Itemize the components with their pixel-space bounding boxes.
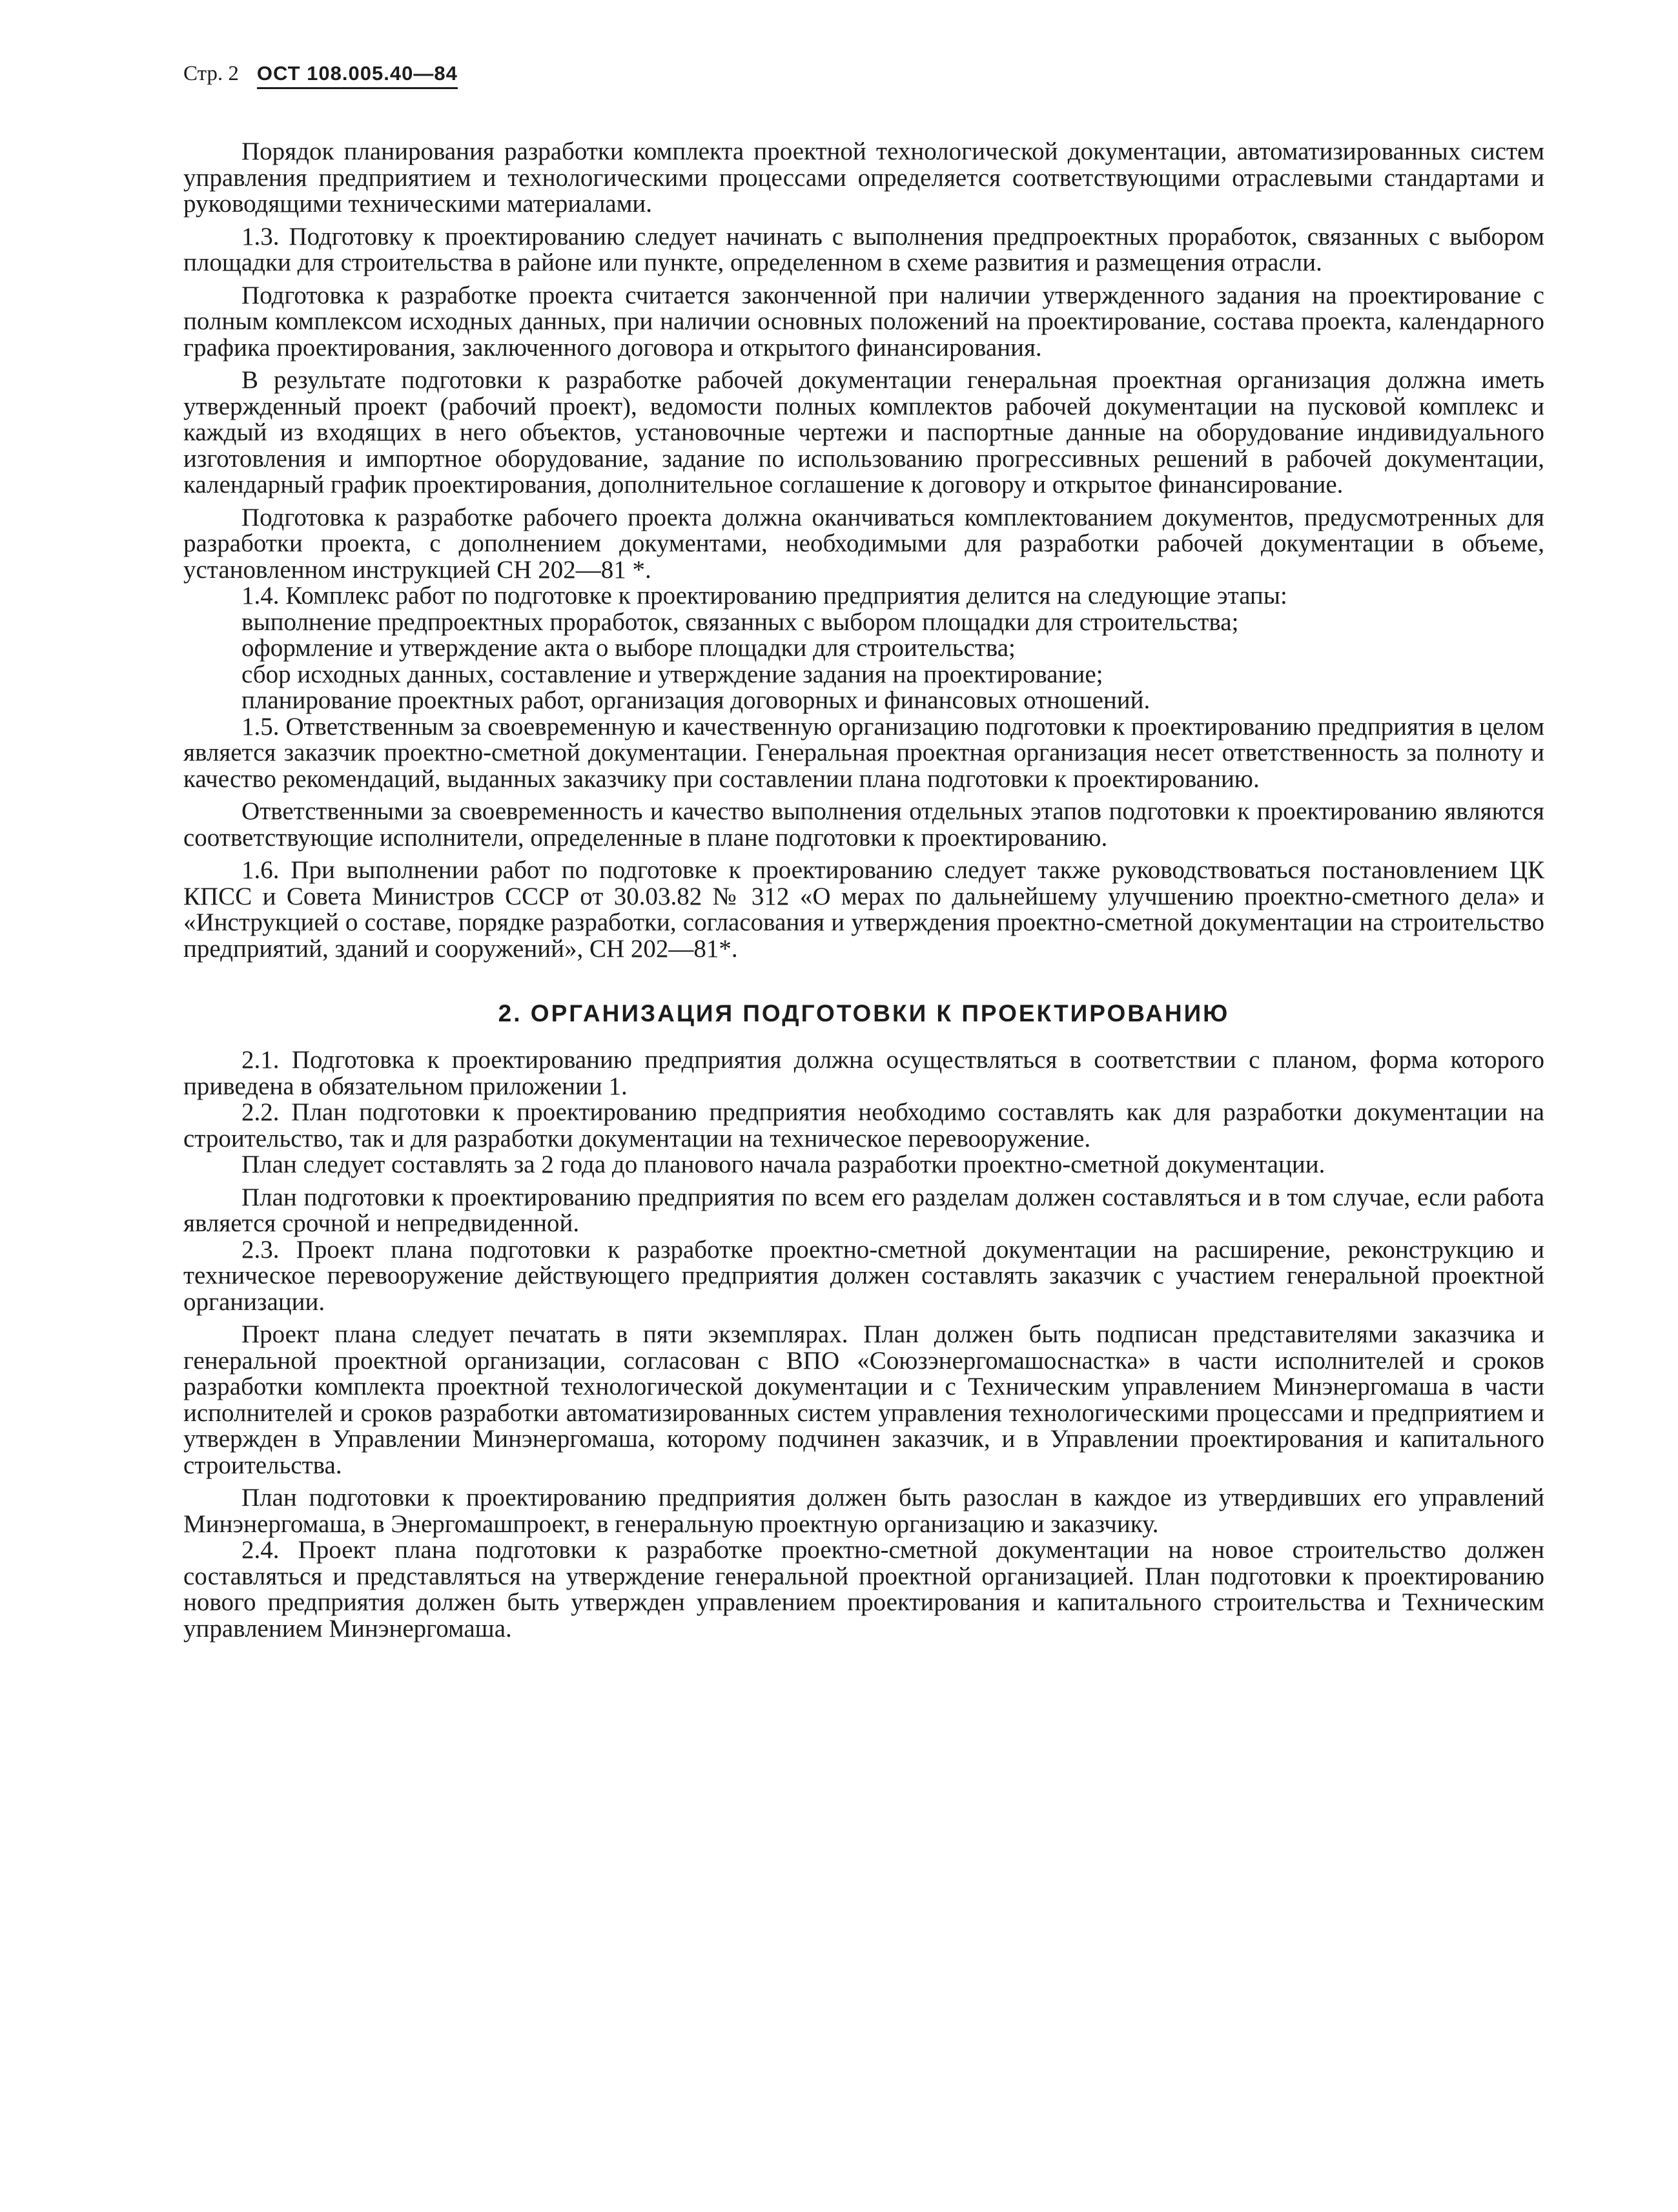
paragraph-2-4: 2.4. Проект плана подготовки к разработке проектно-сметной документации на новое строительство должен составляться и представляться на утверждение генеральной проектной организацией. План подготовки к проектированию нового предприятия должен быть утвержден управлением проектирования и капитального строительства и Техническим управлением Минэнергомаша. xyxy=(183,1536,1544,1643)
page-header xyxy=(183,63,458,89)
document-body xyxy=(183,139,1544,1648)
paragraph-plan-distribution: План подготовки к проектированию предприятия должен быть разослан в каждое из утвердивших его управлений Минэнергомаша, в Энергомашпроект, в генеральную проектную организацию и заказчику. xyxy=(183,1484,1544,1538)
paragraph-2-1: 2.1. Подготовка к проектированию предприятия должна осуществляться в соответствии с планом, форма которого приведена в обязательном приложении 1. xyxy=(183,1046,1544,1100)
paragraph-1-3: 1.3. Подготовку к проектированию следует начинать с выполнения предпроектных проработок, связанных с выбором площадки для строительства в районе или пункте, определенном в схеме развития и размещения отрасли. xyxy=(183,222,1544,276)
paragraph-plan-copies: Проект плана следует печатать в пяти экземплярах. План должен быть подписан представителями заказчика и генеральной проектной организации, согласован с ВПО «Союзэнергомашоснастка» в части исполнителей и сроков разработки комплекта проектной технологической документации и с Техническим управлением Минэнергомаша в части исполнителей и сроков разработки автоматизированных систем управления технологическими процессами и предприятием и утвержден в Управлении Минэнергомаша, которому подчинен заказчик, и в Управлении проектирования и капитального строительства. xyxy=(183,1320,1544,1479)
list-item: сбор исходных данных, составление и утверждение задания на проектирование; xyxy=(241,660,1103,688)
list-item: выполнение предпроектных проработок, связанных с выбором площадки для строительства; xyxy=(241,608,1239,636)
paragraph-urgent-work: План подготовки к проектированию предприятия по всем его разделам должен составляться и в том случае, если работа является срочной и непредвиденной. xyxy=(183,1183,1544,1238)
paragraph-1-6: 1.6. При выполнении работ по подготовке к проектированию следует также руководствоваться постановлением ЦК КПСС и Совета Министров СССР от 30.03.82 № 312 «О мерах по дальнейшему улучшению проектно-сметного дела» и «Инструкцией о составе, порядке разработки, согласования и утверждения проектно-сметной документации на строительство предприятий, зданий и сооружений», СН 202—81*. xyxy=(183,856,1544,963)
page-number: Стр. 2 xyxy=(183,62,239,85)
stages-list xyxy=(183,609,1544,714)
list-item: планирование проектных работ, организация договорных и финансовых отношений. xyxy=(241,686,1151,714)
paragraph-2-2: 2.2. План подготовки к проектированию предприятия необходимо составлять как для разработки документации на строительство, так и для разработки документации на техническое перевооружение. xyxy=(183,1098,1544,1152)
paragraph-1-5: 1.5. Ответственным за своевременную и качественную организацию подготовки к проектированию предприятия в целом является заказчик проектно-сметной документации. Генеральная проектная организация несет ответственность за полноту и качество рекомендаций, выданных заказчику при составлении плана подготовки к проектированию. xyxy=(183,712,1544,793)
standard-code: ОСТ 108.005.40—84 xyxy=(257,63,458,89)
paragraph-planning-order: Порядок планирования разработки комплекта проектной технологической документации, автоматизированных систем управления предприятием и технологическими процессами определяется соответствующими отраслевыми стандартами и руководящими техническими материалами. xyxy=(183,138,1544,218)
section-2-title: 2. ОРГАНИЗАЦИЯ ПОДГОТОВКИ К ПРОЕКТИРОВАНИЮ xyxy=(498,1000,1230,1027)
paragraph-working-project-prep: Подготовка к разработке рабочего проекта должна оканчиваться комплектованием документов, предусмотренных для разработки проекта, с дополнением документами, необходимыми для разработки рабочей документации в объеме, установленном инструкцией СН 202—81 *. xyxy=(183,503,1544,584)
list-item: оформление и утверждение акта о выборе площадки для строительства; xyxy=(241,634,1016,662)
paragraph-responsible-stages: Ответственными за своевременность и качество выполнения отдельных этапов подготовки к проектированию являются соответствующие исполнители, определенные в плане подготовки к проектированию. xyxy=(183,797,1544,852)
paragraph-2-3: 2.3. Проект плана подготовки к разработке проектно-сметной документации на расширение, реконструкцию и техническое перевооружение действующего предприятия должен составлять заказчик с участием генеральной проектной организации. xyxy=(183,1235,1544,1316)
paragraph-working-docs-result: В результате подготовки к разработке рабочей документации генеральная проектная организация должна иметь утвержденный проект (рабочий проект), ведомости полных комплектов рабочей документации на пусковой комплекс и каждый из входящих в него объектов, установочные чертежи и паспортные данные на оборудование индивидуального изготовления и импортное оборудование, задание по использованию прогрессивных решений в рабочей документации, календарный график проектирования, дополнительное соглашение к договору и открытое финансирование. xyxy=(183,366,1544,498)
paragraph-plan-timing: План следует составлять за 2 года до планового начала разработки проектно-сметной документации. xyxy=(241,1151,1325,1179)
paragraph-1-4: 1.4. Комплекс работ по подготовке к проектированию предприятия делится на следующие этапы: xyxy=(241,582,1287,609)
paragraph-project-prep-complete: Подготовка к разработке проекта считается законченной при наличии утвержденного задания на проектирование с полным комплексом исходных данных, при наличии основных положений на проектирование, состава проекта, календарного графика проектирования, заключенного договора и открытого финансирования. xyxy=(183,281,1544,362)
